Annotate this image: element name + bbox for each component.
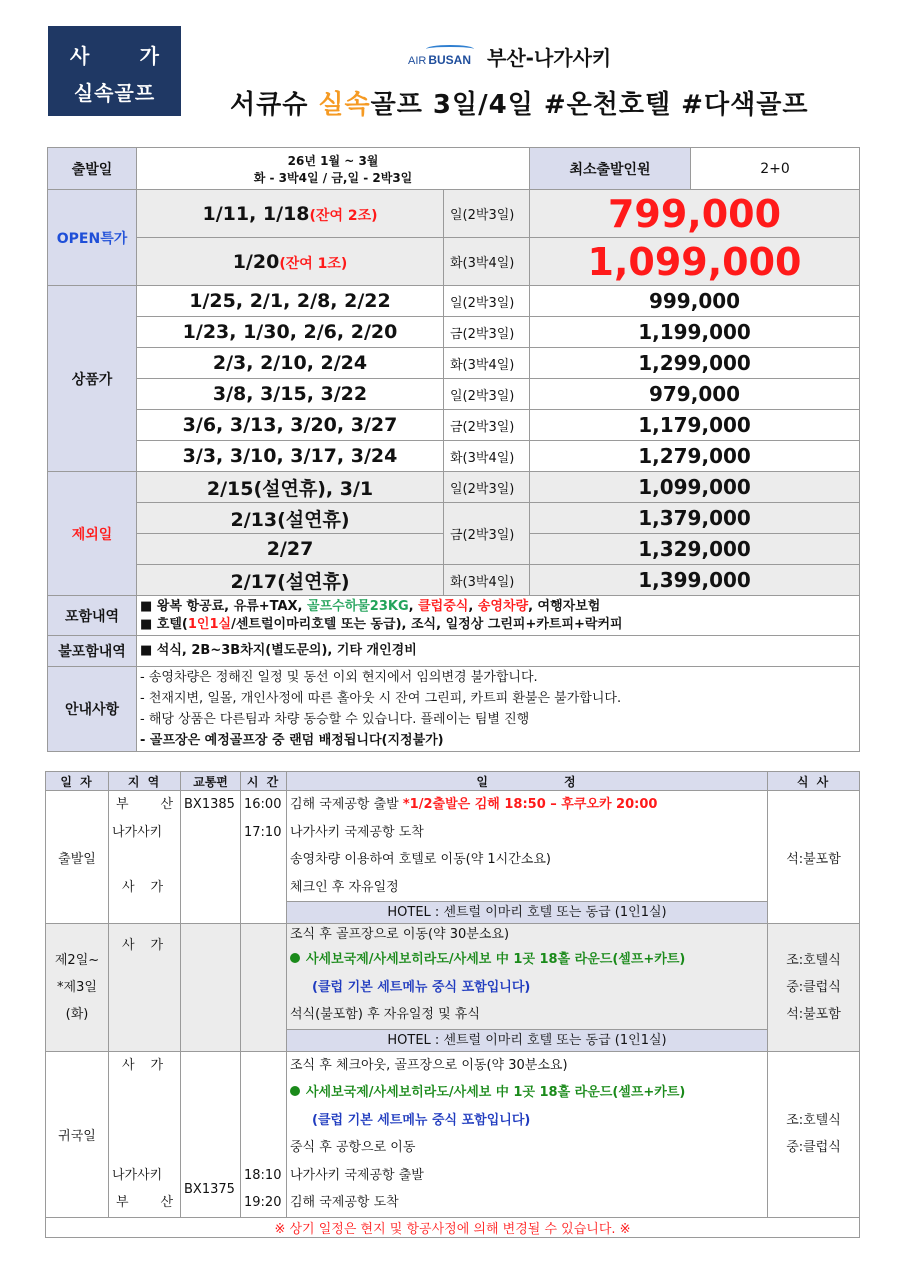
price-table — [47, 147, 860, 752]
region-empty — [112, 1079, 177, 1107]
region-busan — [112, 1189, 177, 1217]
product-row-duration: 금(2박3일) — [444, 317, 530, 348]
day2-row — [46, 924, 860, 1052]
region-char: 부 — [116, 797, 129, 812]
includes-part: , — [408, 598, 419, 614]
time-arrive: 17:10 — [244, 824, 282, 840]
excluded-row-duration: 화(3박4일) — [444, 565, 530, 596]
region-char: 산 — [160, 797, 173, 812]
region-char: 사 — [122, 879, 135, 895]
title-highlight: 실속 — [318, 90, 371, 120]
title-pre: 서큐슈 — [230, 90, 319, 120]
open-row-1-duration: 일(2박3일) — [444, 190, 530, 238]
product-row-price: 999,000 — [530, 286, 860, 317]
day3-schedule — [287, 1051, 768, 1217]
product-row-dates: 2/3, 2/10, 2/24 — [137, 348, 444, 379]
region-char: 산 — [160, 1195, 173, 1210]
golf-round-text: 사세보국제/사세보히라도/사세보 中 1곳 18홀 라운드(셀프+카트) — [306, 1085, 686, 1100]
day1-time — [241, 791, 287, 924]
col-region: 지 역 — [109, 772, 181, 791]
region-char: 가 — [150, 938, 163, 953]
open-dates-text: 1/20 — [232, 250, 280, 273]
open-special-label: OPEN특가 — [48, 190, 137, 286]
time-depart: 18:10 — [244, 1167, 282, 1183]
excluded-row-duration: 금(2박3일) — [444, 503, 530, 565]
product-row-price: 1,299,000 — [530, 348, 860, 379]
product-row-dates: 3/6, 3/13, 3/20, 3/27 — [137, 410, 444, 441]
region-char: 사 — [122, 1057, 135, 1073]
product-row-price: 1,179,000 — [530, 410, 860, 441]
golf-round-text: 사세보국제/사세보히라도/사세보 中 1곳 18홀 라운드(셀프+카트) — [306, 952, 686, 967]
schedule-line: 송영차량 이용하여 호텔로 이동(약 1시간소요) — [290, 852, 551, 867]
bullet-icon — [290, 1086, 300, 1096]
airbusan-logo — [408, 47, 471, 67]
region-busan — [112, 791, 177, 819]
schedule-special-note: *1/2출발은 김해 18:50 – 후쿠오카 20:00 — [402, 797, 658, 812]
meal-lunch: 중:클럽식 — [786, 979, 841, 995]
day3-meal — [768, 1051, 860, 1217]
product-row-duration: 화(3박4일) — [444, 348, 530, 379]
region-saga — [112, 1052, 177, 1080]
logo-air-text: AIR — [408, 54, 427, 67]
open-remaining-note: (잔여 1조) — [279, 255, 348, 272]
schedule-line: 조식 후 골프장으로 이동(약 30분소요) — [290, 927, 510, 942]
includes-label: 포함내역 — [48, 596, 137, 636]
region-char: 가 — [150, 1057, 163, 1073]
includes-line-1 — [140, 598, 856, 616]
hotel-info: HOTEL : 센트럴 이마리 호텔 또는 동급 (1인1실) — [287, 1029, 767, 1051]
col-schedule: 일 정 — [287, 772, 768, 791]
schedule-line: 나가사키 국제공항 출발 — [290, 1167, 424, 1183]
day2-label — [46, 924, 109, 1052]
meal-breakfast: 조:호텔식 — [786, 952, 841, 968]
schedule-line: 중식 후 공항으로 이동 — [290, 1140, 416, 1155]
day1-transport — [181, 791, 241, 924]
product-row-duration: 금(2박3일) — [444, 410, 530, 441]
day3-label: 귀국일 — [46, 1051, 109, 1217]
meal-lunch: 중:클럽식 — [786, 1140, 841, 1155]
badge-char-1: 사 — [70, 44, 90, 68]
product-badge — [48, 26, 181, 116]
schedule-text: 김해 국제공항 출발 — [290, 797, 403, 812]
excluded-row-dates: 2/13(설연휴) — [137, 503, 444, 534]
day2-time — [241, 924, 287, 1052]
includes-part: , — [468, 598, 478, 614]
product-row-price: 1,279,000 — [530, 441, 860, 472]
day3-region — [109, 1051, 181, 1217]
day3-row — [46, 1051, 860, 1217]
excluded-row-price: 1,329,000 — [530, 534, 860, 565]
schedule-lunch-note: (클럽 기본 세트메뉴 중식 포함입니다) — [312, 1112, 531, 1128]
excluded-row-dates: 2/17(설연휴) — [137, 565, 444, 596]
transport-spacer — [184, 1052, 237, 1176]
day2-region — [109, 924, 181, 1052]
includes-transfer: 송영차량 — [477, 598, 529, 614]
product-price-label: 상품가 — [48, 286, 137, 472]
col-meal: 식 사 — [768, 772, 860, 791]
hotel-info: HOTEL : 센트럴 이마리 호텔 또는 동급 (1인1실) — [287, 901, 767, 923]
col-transport: 교통편 — [181, 772, 241, 791]
day2-label-line: 제2일~ — [54, 952, 100, 968]
page-title — [230, 84, 808, 121]
product-row-dates: 1/23, 1/30, 2/6, 2/20 — [137, 317, 444, 348]
meal-breakfast: 조:호텔식 — [786, 1113, 841, 1128]
open-row-1-price: 799,000 — [530, 190, 860, 238]
badge-char-2: 가 — [139, 44, 159, 68]
depart-line-1: 26년 1월 ~ 3월 — [287, 153, 379, 168]
schedule-line — [290, 791, 764, 819]
region-empty — [112, 1134, 177, 1162]
excluded-row-price: 1,399,000 — [530, 565, 860, 596]
open-row-2-dates — [137, 238, 444, 286]
min-people-label: 최소출발인원 — [530, 148, 691, 190]
flight-return: BX1375 — [184, 1181, 235, 1197]
includes-club-lunch: 클럽중식 — [418, 598, 469, 614]
notice-text — [137, 667, 860, 752]
open-row-2-price: 1,099,000 — [530, 238, 860, 286]
includes-part: /센트럴이마리호텔 또는 동급), 조식, 일정상 그린피+카트피+락커피 — [231, 616, 623, 632]
region-saga — [112, 874, 177, 902]
notice-label: 안내사항 — [48, 667, 137, 752]
notice-line: - 송영차량은 정해진 일정 및 동선 이외 현지에서 임의변경 불가합니다. — [140, 670, 538, 685]
includes-part: ■ 왕복 항공료, 유류+TAX, — [140, 598, 308, 614]
product-row-price: 1,199,000 — [530, 317, 860, 348]
region-nagasaki: 나가사키 — [112, 824, 163, 840]
product-row-duration: 일(2박3일) — [444, 286, 530, 317]
includes-part: , 여행자보험 — [528, 598, 601, 614]
day1-label: 출발일 — [46, 791, 109, 924]
flight-out: BX1385 — [184, 797, 235, 812]
day1-region — [109, 791, 181, 924]
product-row-dates: 3/8, 3/15, 3/22 — [137, 379, 444, 410]
product-row-duration: 일(2박3일) — [444, 379, 530, 410]
min-people-value: 2+0 — [691, 148, 860, 190]
region-char: 사 — [122, 938, 135, 953]
region-char: 가 — [150, 879, 163, 895]
open-row-2-duration: 화(3박4일) — [444, 238, 530, 286]
schedule-lunch-note: (클럽 기본 세트메뉴 중식 포함입니다) — [312, 979, 531, 995]
day2-schedule — [287, 924, 768, 1052]
time-depart: 16:00 — [244, 797, 282, 812]
excluded-row-dates: 2/27 — [137, 534, 444, 565]
not-included-text: ■ 석식, 2B~3B차지(별도문의), 기타 개인경비 — [137, 636, 860, 667]
depart-range — [137, 148, 530, 190]
region-saga — [112, 932, 177, 960]
title-post: 골프 3일/4일 #온천호텔 #다색골프 — [370, 90, 809, 120]
excluded-row-price: 1,099,000 — [530, 472, 860, 503]
day2-label-line: *제3일 — [57, 979, 97, 995]
logo-busan-text: BUSAN — [428, 52, 472, 67]
open-row-1-dates — [137, 190, 444, 238]
schedule-line: 김해 국제공항 도착 — [290, 1195, 399, 1210]
schedule-line: 나가사키 국제공항 도착 — [290, 824, 424, 840]
includes-single-room: 1인1실 — [187, 616, 232, 632]
schedule-line: 석식(불포함) 후 자유일정 및 휴식 — [290, 1007, 480, 1022]
day1-meal: 석:불포함 — [768, 791, 860, 924]
includes-line-2 — [140, 616, 856, 634]
region-empty — [112, 846, 177, 874]
col-day: 일 자 — [46, 772, 109, 791]
time-spacer — [244, 1052, 283, 1162]
itinerary-footer-note: ※ 상기 일정은 현지 및 항공사정에 의해 변경될 수 있습니다. ※ — [46, 1217, 860, 1237]
meal-dinner: 석:불포함 — [786, 1006, 841, 1022]
includes-part: ■ 호텔( — [140, 616, 188, 632]
route-title: 부산-나가사키 — [487, 46, 612, 70]
excluded-dates-label: 제외일 — [48, 472, 137, 596]
day3-time — [241, 1051, 287, 1217]
logo-swoosh-icon — [426, 45, 474, 53]
time-arrive: 19:20 — [244, 1195, 282, 1210]
schedule-golf-round — [290, 946, 764, 974]
schedule-golf-round — [290, 1079, 764, 1107]
day1-schedule — [287, 791, 768, 924]
product-row-duration: 화(3박4일) — [444, 441, 530, 472]
product-row-dates: 3/3, 3/10, 3/17, 3/24 — [137, 441, 444, 472]
open-remaining-note: (잔여 2조) — [309, 207, 378, 224]
day2-transport — [181, 924, 241, 1052]
day1-row — [46, 791, 860, 924]
day2-meal — [768, 924, 860, 1052]
includes-baggage: 골프수하물23KG — [307, 598, 409, 614]
badge-subtitle: 실속골프 — [73, 81, 156, 105]
product-row-price: 979,000 — [530, 379, 860, 410]
header-route — [408, 42, 611, 71]
open-dates-text: 1/11, 1/18 — [202, 202, 310, 225]
not-included-label: 불포함내역 — [48, 636, 137, 667]
schedule-line: 조식 후 체크아웃, 골프장으로 이동(약 30분소요) — [290, 1057, 568, 1073]
bullet-icon — [290, 953, 300, 963]
region-nagasaki: 나가사키 — [112, 1167, 163, 1183]
itinerary-table — [45, 771, 860, 1238]
col-time: 시 간 — [241, 772, 287, 791]
notice-line: - 해당 상품은 다른팀과 차량 동승할 수 있습니다. 플레이는 팀별 진행 — [140, 712, 530, 727]
schedule-line: 체크인 후 자유일정 — [290, 879, 399, 895]
excluded-row-duration: 일(2박3일) — [444, 472, 530, 503]
excluded-row-price: 1,379,000 — [530, 503, 860, 534]
day2-label-line: (화) — [65, 1006, 89, 1022]
region-char: 부 — [116, 1195, 129, 1210]
notice-line: - 천재지변, 일몰, 개인사정에 따른 홀아웃 시 잔여 그린피, 카트피 환불은 불가합니다. — [140, 691, 622, 706]
product-row-dates: 1/25, 2/1, 2/8, 2/22 — [137, 286, 444, 317]
depart-label: 출발일 — [48, 148, 137, 190]
excluded-row-dates: 2/15(설연휴), 3/1 — [137, 472, 444, 503]
depart-line-2: 화 - 3박4일 / 금,일 - 2박3일 — [253, 170, 413, 185]
region-empty — [112, 1107, 177, 1135]
day3-transport — [181, 1051, 241, 1217]
notice-line: - 골프장은 예정골프장 중 랜덤 배정됩니다(지정불가) — [140, 733, 444, 748]
includes-text — [137, 596, 860, 636]
